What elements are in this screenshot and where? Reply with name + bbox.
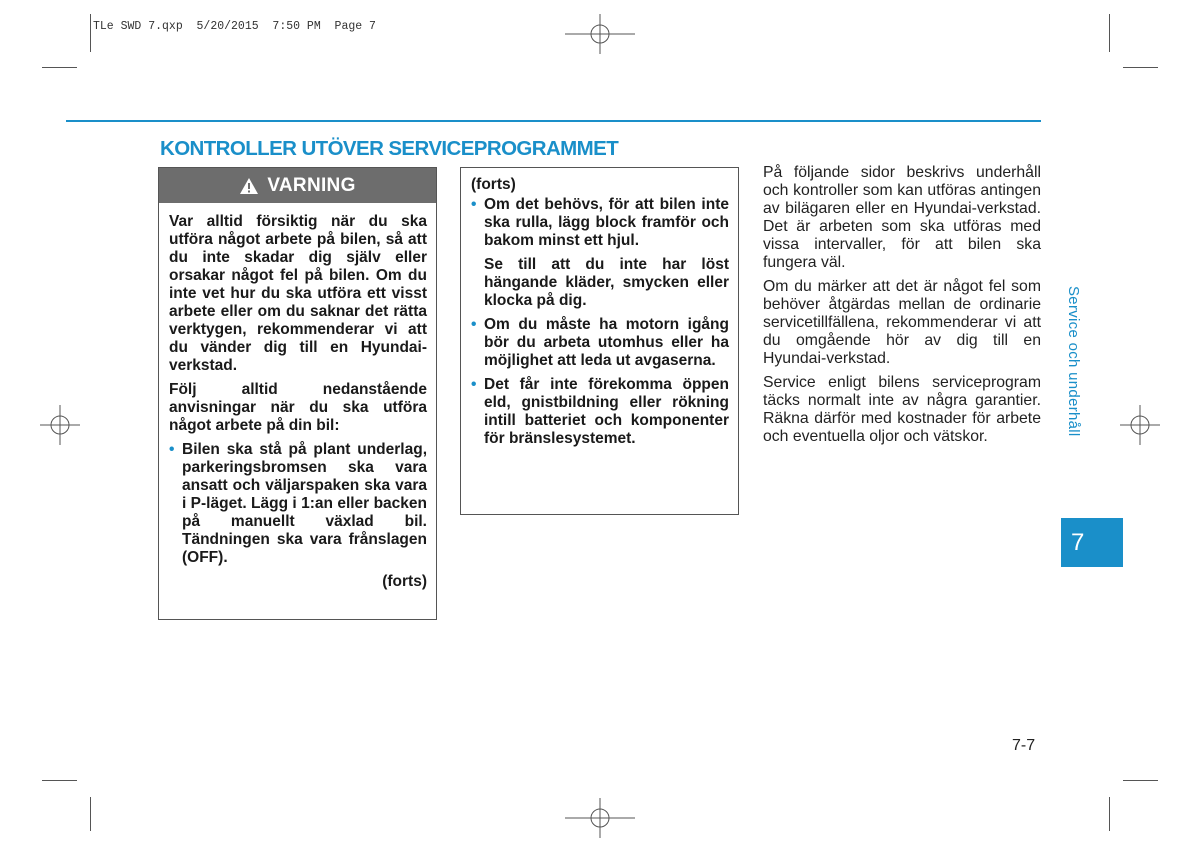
warning-body [159, 203, 436, 591]
crop-mark [90, 797, 91, 831]
paragraph: På följande sidor beskrivs underhåll och kontroller som kan utföras antingen av bilägaren eller en Hyundai-verkstad. Det är arbeten som ska utföras med vissa intervaller, för att bilen ska fungera väl. [763, 164, 1041, 271]
crop-mark [1123, 780, 1158, 781]
paragraph: Om du märker att det är något fel som behöver åtgärdas mellan de ordinarie servicetillfällena, rekommenderar vi att du omgående hör av dig till en Hyundai-verkstad. [763, 278, 1041, 367]
list-item: • Det får inte förekomma öppen eld, gnistbildning eller rökning intill batteriet och komponenter för bränslesystemet. [471, 376, 729, 447]
warning-continued-box [460, 167, 739, 515]
list-item: • Bilen ska stå på plant underlag, parkeringsbromsen ska vara ansatt och väljarspaken ska vara i P-läget. Lägg i 1:an eller backen på manuellt växlad bil. Tändningen ska vara frånslagen (OFF). [169, 441, 427, 566]
crop-mark [1123, 67, 1158, 68]
registration-mark-icon [565, 14, 635, 54]
registration-mark-icon [1120, 405, 1160, 445]
warning-box [158, 167, 437, 620]
list-item: • Om du måste ha motorn igång bör du arbeta utomhus eller ha möjlighet att leda ut avgaserna. [471, 316, 729, 369]
warning-continued-body [461, 168, 738, 448]
chapter-tab: 7 [1061, 518, 1123, 567]
registration-mark-icon [565, 798, 635, 838]
bullet-icon: • [471, 316, 477, 333]
crop-mark [1109, 14, 1110, 52]
list-item: • Om det behövs, för att bilen inte ska rulla, lägg block framför och bakom minst ett hjul. [471, 196, 729, 249]
bullet-icon: • [169, 441, 175, 458]
chapter-side-label-text: Service och underhåll [1065, 286, 1082, 437]
continued-label: (forts) [471, 176, 516, 193]
list-item-subparagraph: Se till att du inte har löst hängande kläder, smycken eller klocka på dig. [484, 256, 729, 309]
print-slug: TLe SWD 7.qxp 5/20/2015 7:50 PM Page 7 [93, 20, 376, 33]
paragraph: Service enligt bilens serviceprogram täcks normalt inte av några garantier. Räkna därför med kostnader för arbete och eventuella oljor och vätskor. [763, 374, 1041, 445]
bullet-icon: • [471, 376, 477, 393]
warning-instruction: Följ alltid nedanstående anvisningar när du ska utföra något arbete på din bil: [169, 381, 427, 434]
continued-label: (forts) [382, 573, 427, 590]
bullet-icon: • [471, 196, 477, 213]
page-number: 7-7 [1012, 737, 1036, 754]
section-title: KONTROLLER UTÖVER SERVICEPROGRAMMET [160, 137, 619, 160]
warning-triangle-icon [239, 177, 259, 195]
warning-intro: Var alltid försiktig när du ska utföra något arbete på bilen, så att du inte skadar dig själv eller orsakar något fel på bilen. Om du inte vet hur du ska utföra ett visst arbete eller om du saknar det rätta verktygen, rekommenderar vi att du vänder dig till en Hyundai-verkstad. [169, 213, 427, 374]
warning-title: VARNING [267, 174, 356, 196]
registration-mark-icon [40, 405, 80, 445]
crop-mark [90, 14, 91, 52]
crop-mark [1109, 797, 1110, 831]
crop-mark [42, 780, 77, 781]
body-text-column [763, 164, 1041, 452]
header-rule [66, 120, 1041, 122]
warning-header [159, 168, 436, 203]
crop-mark [42, 67, 77, 68]
